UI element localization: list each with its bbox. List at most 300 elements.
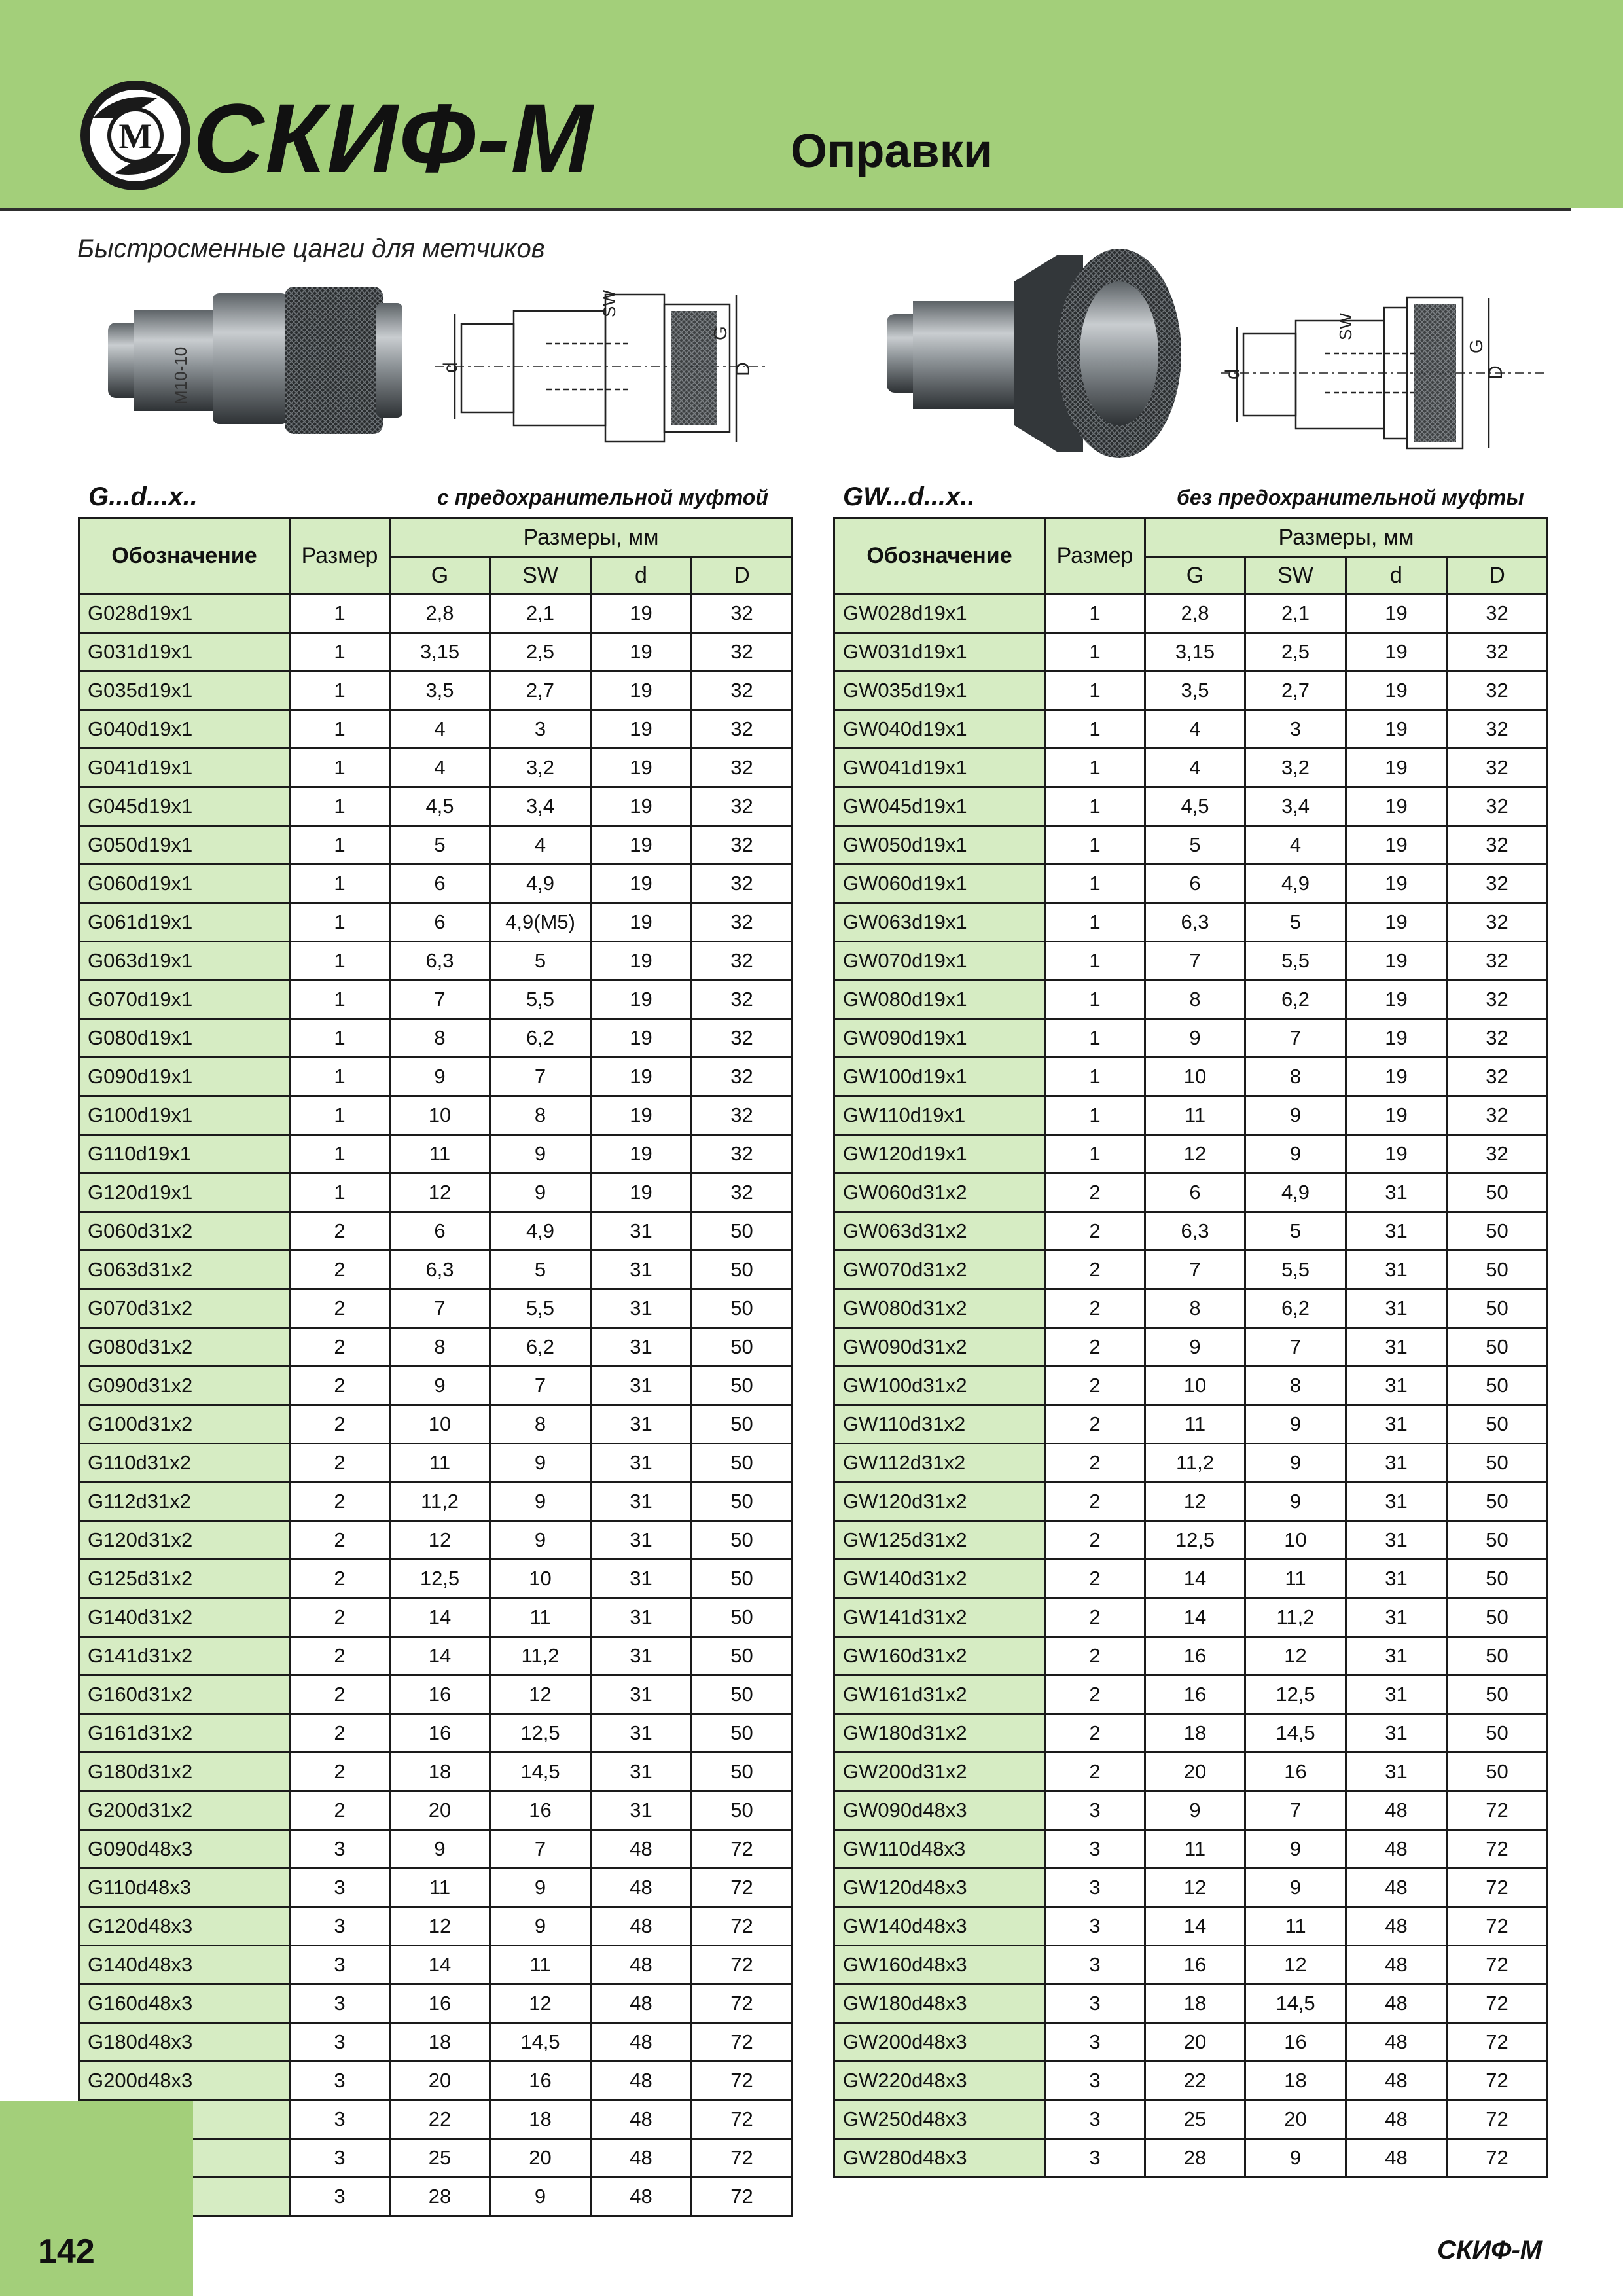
cell-D: 50 <box>692 1676 793 1714</box>
cell-size: 2 <box>290 1714 390 1753</box>
cell-designation: GW060d31x2 <box>834 1174 1045 1212</box>
cell-size: 1 <box>290 1135 390 1174</box>
cell-size: 3 <box>290 1830 390 1869</box>
cell-size: 1 <box>290 1096 390 1135</box>
cell-g: 9 <box>390 1367 490 1405</box>
cell-D: 50 <box>1447 1328 1548 1367</box>
cell-sw: 9 <box>490 1869 591 1907</box>
cell-sw: 9 <box>1245 2139 1346 2178</box>
cell-g: 20 <box>390 1791 490 1830</box>
cell-d: 19 <box>1346 903 1447 942</box>
cell-size: 3 <box>290 1946 390 1984</box>
section-subtitle: Быстросменные цанги для метчиков <box>77 234 545 263</box>
cell-size: 2 <box>1045 1212 1145 1251</box>
cell-size: 3 <box>1045 2100 1145 2139</box>
table-row <box>834 1521 1548 1560</box>
cell-sw: 11 <box>1245 1560 1346 1598</box>
left-series-label: G...d...x.. <box>88 482 198 511</box>
cell-d: 48 <box>1346 2062 1447 2100</box>
col-header-designation: Обозначение <box>79 518 290 594</box>
cell-sw: 3,4 <box>490 787 591 826</box>
cell-D: 32 <box>692 749 793 787</box>
cell-size: 3 <box>290 1869 390 1907</box>
cell-designation: GW040d19x1 <box>834 710 1045 749</box>
cell-d: 48 <box>1346 1791 1447 1830</box>
cell-g: 7 <box>1145 1251 1245 1289</box>
page-title: Оправки <box>791 125 993 177</box>
cell-sw: 2,1 <box>490 594 591 633</box>
cell-sw: 18 <box>490 2100 591 2139</box>
cell-sw: 9 <box>1245 1869 1346 1907</box>
table-row <box>834 1444 1548 1482</box>
cell-designation: GW280d48x3 <box>834 2139 1045 2178</box>
cell-size: 2 <box>1045 1482 1145 1521</box>
table-row <box>834 1946 1548 1984</box>
cell-size: 2 <box>290 1791 390 1830</box>
table-row <box>79 1714 793 1753</box>
cell-g: 18 <box>1145 1984 1245 2023</box>
cell-sw: 5 <box>1245 903 1346 942</box>
cell-d: 19 <box>591 672 692 710</box>
cell-d: 19 <box>591 865 692 903</box>
cell-d: 31 <box>1346 1289 1447 1328</box>
cell-d: 31 <box>1346 1560 1447 1598</box>
cell-g: 8 <box>1145 1289 1245 1328</box>
cell-designation: GW100d31x2 <box>834 1367 1045 1405</box>
logo-emblem-icon <box>79 79 193 193</box>
cell-D: 50 <box>692 1405 793 1444</box>
cell-sw: 18 <box>1245 2062 1346 2100</box>
cell-D: 32 <box>692 826 793 865</box>
cell-sw: 9 <box>490 1135 591 1174</box>
cell-d: 19 <box>1346 672 1447 710</box>
cell-designation: G110d48x3 <box>79 1869 290 1907</box>
cell-g: 10 <box>390 1405 490 1444</box>
cell-sw: 5,5 <box>490 980 591 1019</box>
cell-sw: 14,5 <box>1245 1714 1346 1753</box>
cell-D: 32 <box>692 672 793 710</box>
cell-size: 2 <box>1045 1753 1145 1791</box>
cell-sw: 12 <box>490 1984 591 2023</box>
table-row <box>79 633 793 672</box>
cell-g: 12,5 <box>390 1560 490 1598</box>
cell-sw: 2,5 <box>490 633 591 672</box>
cell-size: 1 <box>290 787 390 826</box>
cell-d: 31 <box>1346 1598 1447 1637</box>
cell-size: 3 <box>1045 1907 1145 1946</box>
cell-size: 2 <box>1045 1444 1145 1482</box>
table-row <box>834 594 1548 633</box>
cell-size: 1 <box>1045 865 1145 903</box>
cell-D: 32 <box>692 1058 793 1096</box>
cell-designation: G100d31x2 <box>79 1405 290 1444</box>
cell-D: 32 <box>692 1135 793 1174</box>
table-row <box>79 1058 793 1096</box>
cell-size: 1 <box>290 633 390 672</box>
cell-designation: G090d48x3 <box>79 1830 290 1869</box>
label-sw: SW <box>1336 313 1355 340</box>
cell-D: 72 <box>692 1869 793 1907</box>
cell-D: 50 <box>692 1753 793 1791</box>
cell-sw: 16 <box>490 1791 591 1830</box>
cell-designation: GW070d31x2 <box>834 1251 1045 1289</box>
cell-g: 9 <box>390 1830 490 1869</box>
cell-g: 9 <box>1145 1791 1245 1830</box>
cell-sw: 10 <box>1245 1521 1346 1560</box>
cell-D: 50 <box>692 1251 793 1289</box>
table-row <box>79 826 793 865</box>
cell-size: 3 <box>290 2178 390 2216</box>
cell-designation: GW090d48x3 <box>834 1791 1045 1830</box>
cell-sw: 6,2 <box>490 1019 591 1058</box>
cell-designation: G200d31x2 <box>79 1791 290 1830</box>
collet-marking: M10-10 <box>171 346 190 404</box>
cell-g: 14 <box>1145 1907 1245 1946</box>
cell-D: 32 <box>1447 787 1548 826</box>
cell-d: 19 <box>1346 865 1447 903</box>
cell-sw: 4,9 <box>490 865 591 903</box>
cell-size: 2 <box>1045 1251 1145 1289</box>
cell-D: 32 <box>1447 672 1548 710</box>
cell-designation: GW125d31x2 <box>834 1521 1045 1560</box>
cell-g: 5 <box>390 826 490 865</box>
cell-D: 72 <box>692 2100 793 2139</box>
cell-d: 48 <box>1346 2139 1447 2178</box>
cell-size: 2 <box>1045 1521 1145 1560</box>
cell-sw: 8 <box>490 1405 591 1444</box>
collet-photo-right <box>887 242 1188 465</box>
table-row <box>834 2139 1548 2178</box>
cell-designation: G045d19x1 <box>79 787 290 826</box>
cell-sw: 9 <box>490 2178 591 2216</box>
cell-g: 20 <box>390 2062 490 2100</box>
cell-d: 31 <box>591 1521 692 1560</box>
cell-d: 19 <box>1346 1096 1447 1135</box>
cell-d: 19 <box>1346 710 1447 749</box>
cell-designation: GW080d31x2 <box>834 1289 1045 1328</box>
cell-size: 3 <box>1045 1946 1145 1984</box>
cell-D: 50 <box>1447 1714 1548 1753</box>
cell-size: 2 <box>290 1637 390 1676</box>
cell-D: 72 <box>692 1946 793 1984</box>
cell-sw: 6,2 <box>490 1328 591 1367</box>
table-row <box>834 865 1548 903</box>
cell-size: 2 <box>1045 1174 1145 1212</box>
cell-d: 19 <box>1346 980 1447 1019</box>
cell-g: 12 <box>1145 1482 1245 1521</box>
cell-d: 31 <box>591 1714 692 1753</box>
table-row <box>834 1058 1548 1096</box>
table-row <box>834 1984 1548 2023</box>
cell-d: 48 <box>1346 1830 1447 1869</box>
cell-D: 50 <box>692 1637 793 1676</box>
col-header-size: Размер <box>1045 518 1145 594</box>
cell-designation: GW070d19x1 <box>834 942 1045 980</box>
cell-g: 4 <box>1145 710 1245 749</box>
cell-d: 31 <box>1346 1637 1447 1676</box>
cell-designation: G070d19x1 <box>79 980 290 1019</box>
cell-sw: 20 <box>1245 2100 1346 2139</box>
col-header-sw: SW <box>490 557 591 594</box>
cell-size: 1 <box>1045 633 1145 672</box>
cell-d: 31 <box>591 1289 692 1328</box>
label-d: d <box>440 362 461 373</box>
cell-designation: GW160d48x3 <box>834 1946 1045 1984</box>
cell-size: 1 <box>290 594 390 633</box>
cell-size: 1 <box>1045 826 1145 865</box>
cell-d: 19 <box>1346 1058 1447 1096</box>
cell-designation: GW120d48x3 <box>834 1869 1045 1907</box>
cell-designation: GW100d19x1 <box>834 1058 1045 1096</box>
table-row <box>834 980 1548 1019</box>
cell-d: 31 <box>1346 1174 1447 1212</box>
cell-g: 20 <box>1145 1753 1245 1791</box>
cell-g: 12 <box>390 1174 490 1212</box>
table-row <box>834 787 1548 826</box>
cell-designation: G120d48x3 <box>79 1907 290 1946</box>
cell-g: 16 <box>1145 1676 1245 1714</box>
cell-D: 50 <box>1447 1676 1548 1714</box>
col-header-D: D <box>1447 557 1548 594</box>
cell-D: 50 <box>1447 1174 1548 1212</box>
table-row <box>834 903 1548 942</box>
cell-size: 1 <box>1045 710 1145 749</box>
cell-size: 1 <box>1045 980 1145 1019</box>
cell-D: 50 <box>692 1598 793 1637</box>
left-spec-table <box>78 517 793 2217</box>
cell-sw: 12 <box>1245 1946 1346 1984</box>
table-row <box>834 826 1548 865</box>
cell-D: 32 <box>692 903 793 942</box>
table-row <box>79 903 793 942</box>
table-row <box>79 1791 793 1830</box>
table-row <box>79 1984 793 2023</box>
table-row <box>834 1289 1548 1328</box>
cell-g: 8 <box>1145 980 1245 1019</box>
cell-sw: 2,7 <box>1245 672 1346 710</box>
cell-d: 48 <box>591 2062 692 2100</box>
cell-sw: 4,9 <box>1245 865 1346 903</box>
cell-size: 2 <box>290 1598 390 1637</box>
cell-designation: GW063d19x1 <box>834 903 1045 942</box>
cell-designation: GW041d19x1 <box>834 749 1045 787</box>
cell-d: 31 <box>591 1560 692 1598</box>
cell-g: 6 <box>1145 1174 1245 1212</box>
cell-d: 19 <box>591 942 692 980</box>
table-row <box>79 1482 793 1521</box>
cell-sw: 4,9(M5) <box>490 903 591 942</box>
header-divider <box>0 208 1571 211</box>
cell-size: 2 <box>1045 1328 1145 1367</box>
cell-D: 50 <box>692 1521 793 1560</box>
cell-designation: G140d48x3 <box>79 1946 290 1984</box>
cell-d: 31 <box>1346 1367 1447 1405</box>
cell-D: 32 <box>1447 710 1548 749</box>
cell-g: 25 <box>390 2139 490 2178</box>
col-header-size: Размер <box>290 518 390 594</box>
cell-sw: 9 <box>1245 1482 1346 1521</box>
cell-designation: GW120d19x1 <box>834 1135 1045 1174</box>
label-g: G <box>1466 339 1486 353</box>
cell-designation: GW140d48x3 <box>834 1907 1045 1946</box>
logo-wordmark: СКИФ-М <box>193 83 594 193</box>
cell-g: 8 <box>390 1328 490 1367</box>
right-series-note: без предохранительной муфты <box>1177 486 1524 509</box>
cell-g: 14 <box>390 1637 490 1676</box>
label-D: D <box>1485 365 1507 380</box>
cell-sw: 8 <box>1245 1058 1346 1096</box>
right-spec-table <box>833 517 1548 2178</box>
cell-sw: 7 <box>490 1367 591 1405</box>
cell-designation: GW161d31x2 <box>834 1676 1045 1714</box>
cell-sw: 6,2 <box>1245 980 1346 1019</box>
cell-D: 32 <box>1447 1135 1548 1174</box>
table-row <box>79 1019 793 1058</box>
table-row <box>79 1174 793 1212</box>
cell-designation: G028d19x1 <box>79 594 290 633</box>
cell-g: 14 <box>390 1598 490 1637</box>
cell-g: 22 <box>1145 2062 1245 2100</box>
cell-size: 2 <box>290 1367 390 1405</box>
cell-size: 2 <box>1045 1560 1145 1598</box>
cell-g: 7 <box>390 980 490 1019</box>
cell-designation: GW110d19x1 <box>834 1096 1045 1135</box>
collet-drawing-left <box>435 275 766 452</box>
table-row <box>79 1289 793 1328</box>
cell-D: 50 <box>1447 1598 1548 1637</box>
cell-size: 2 <box>290 1482 390 1521</box>
cell-designation: GW028d19x1 <box>834 594 1045 633</box>
cell-d: 19 <box>591 1058 692 1096</box>
cell-d: 31 <box>1346 1405 1447 1444</box>
cell-D: 32 <box>692 594 793 633</box>
cell-d: 48 <box>1346 1984 1447 2023</box>
cell-D: 72 <box>1447 2139 1548 2178</box>
cell-size: 3 <box>1045 1791 1145 1830</box>
cell-g: 6 <box>390 903 490 942</box>
cell-g: 10 <box>390 1096 490 1135</box>
cell-d: 31 <box>591 1251 692 1289</box>
left-series-note: с предохранительной муфтой <box>437 486 768 509</box>
cell-designation: GW090d19x1 <box>834 1019 1045 1058</box>
table-row <box>79 2023 793 2062</box>
cell-D: 32 <box>1447 1019 1548 1058</box>
cell-g: 28 <box>390 2178 490 2216</box>
cell-D: 50 <box>692 1560 793 1598</box>
cell-D: 72 <box>692 1830 793 1869</box>
cell-sw: 9 <box>490 1907 591 1946</box>
cell-sw: 20 <box>490 2139 591 2178</box>
cell-size: 1 <box>290 710 390 749</box>
cell-d: 19 <box>591 1135 692 1174</box>
cell-D: 72 <box>692 2023 793 2062</box>
cell-sw: 7 <box>490 1058 591 1096</box>
label-d: d <box>1222 368 1243 380</box>
cell-D: 50 <box>1447 1367 1548 1405</box>
cell-d: 31 <box>1346 1251 1447 1289</box>
cell-d: 19 <box>1346 942 1447 980</box>
cell-size: 1 <box>290 1058 390 1096</box>
cell-g: 6 <box>1145 865 1245 903</box>
cell-g: 10 <box>1145 1367 1245 1405</box>
cell-sw: 5 <box>490 942 591 980</box>
cell-sw: 12 <box>490 1676 591 1714</box>
cell-sw: 9 <box>1245 1405 1346 1444</box>
cell-d: 48 <box>1346 1946 1447 1984</box>
cell-size: 1 <box>1045 787 1145 826</box>
footer-corner-band <box>0 2101 193 2296</box>
cell-d: 48 <box>1346 1907 1447 1946</box>
table-row <box>79 710 793 749</box>
cell-size: 2 <box>290 1444 390 1482</box>
cell-d: 19 <box>591 1096 692 1135</box>
collet-drawing-right <box>1221 288 1548 452</box>
cell-designation: G110d31x2 <box>79 1444 290 1482</box>
cell-size: 1 <box>290 826 390 865</box>
table-row <box>79 787 793 826</box>
cell-designation: G120d19x1 <box>79 1174 290 1212</box>
cell-designation: GW090d31x2 <box>834 1328 1045 1367</box>
table-row <box>834 1405 1548 1444</box>
cell-g: 6,3 <box>390 942 490 980</box>
table-row <box>834 1676 1548 1714</box>
cell-designation: G160d48x3 <box>79 1984 290 2023</box>
cell-sw: 16 <box>1245 2023 1346 2062</box>
cell-D: 32 <box>1447 594 1548 633</box>
cell-g: 16 <box>1145 1946 1245 1984</box>
cell-sw: 4 <box>490 826 591 865</box>
cell-designation: G140d31x2 <box>79 1598 290 1637</box>
cell-size: 1 <box>1045 749 1145 787</box>
cell-d: 19 <box>1346 594 1447 633</box>
cell-d: 31 <box>591 1482 692 1521</box>
cell-d: 48 <box>1346 1869 1447 1907</box>
cell-D: 50 <box>1447 1753 1548 1791</box>
cell-D: 32 <box>1447 633 1548 672</box>
cell-D: 50 <box>1447 1212 1548 1251</box>
cell-g: 2,8 <box>1145 594 1245 633</box>
cell-g: 7 <box>1145 942 1245 980</box>
cell-d: 19 <box>591 826 692 865</box>
cell-size: 3 <box>1045 1830 1145 1869</box>
cell-D: 50 <box>692 1212 793 1251</box>
cell-g: 4,5 <box>1145 787 1245 826</box>
cell-sw: 5 <box>1245 1212 1346 1251</box>
table-row <box>834 1174 1548 1212</box>
cell-size: 2 <box>290 1560 390 1598</box>
cell-designation: G035d19x1 <box>79 672 290 710</box>
cell-g: 11 <box>390 1135 490 1174</box>
cell-D: 32 <box>1447 865 1548 903</box>
cell-sw: 9 <box>490 1174 591 1212</box>
cell-designation: GW060d19x1 <box>834 865 1045 903</box>
cell-sw: 8 <box>1245 1367 1346 1405</box>
col-header-d: d <box>1346 557 1447 594</box>
cell-designation: GW180d31x2 <box>834 1714 1045 1753</box>
col-header-g: G <box>390 557 490 594</box>
cell-g: 16 <box>390 1714 490 1753</box>
cell-D: 32 <box>692 710 793 749</box>
table-row <box>79 865 793 903</box>
cell-d: 31 <box>591 1444 692 1482</box>
cell-designation: GW200d48x3 <box>834 2023 1045 2062</box>
cell-d: 48 <box>591 1830 692 1869</box>
cell-D: 32 <box>1447 1096 1548 1135</box>
cell-designation: G200d48x3 <box>79 2062 290 2100</box>
cell-D: 50 <box>692 1482 793 1521</box>
cell-g: 18 <box>390 2023 490 2062</box>
cell-designation: GW200d31x2 <box>834 1753 1045 1791</box>
